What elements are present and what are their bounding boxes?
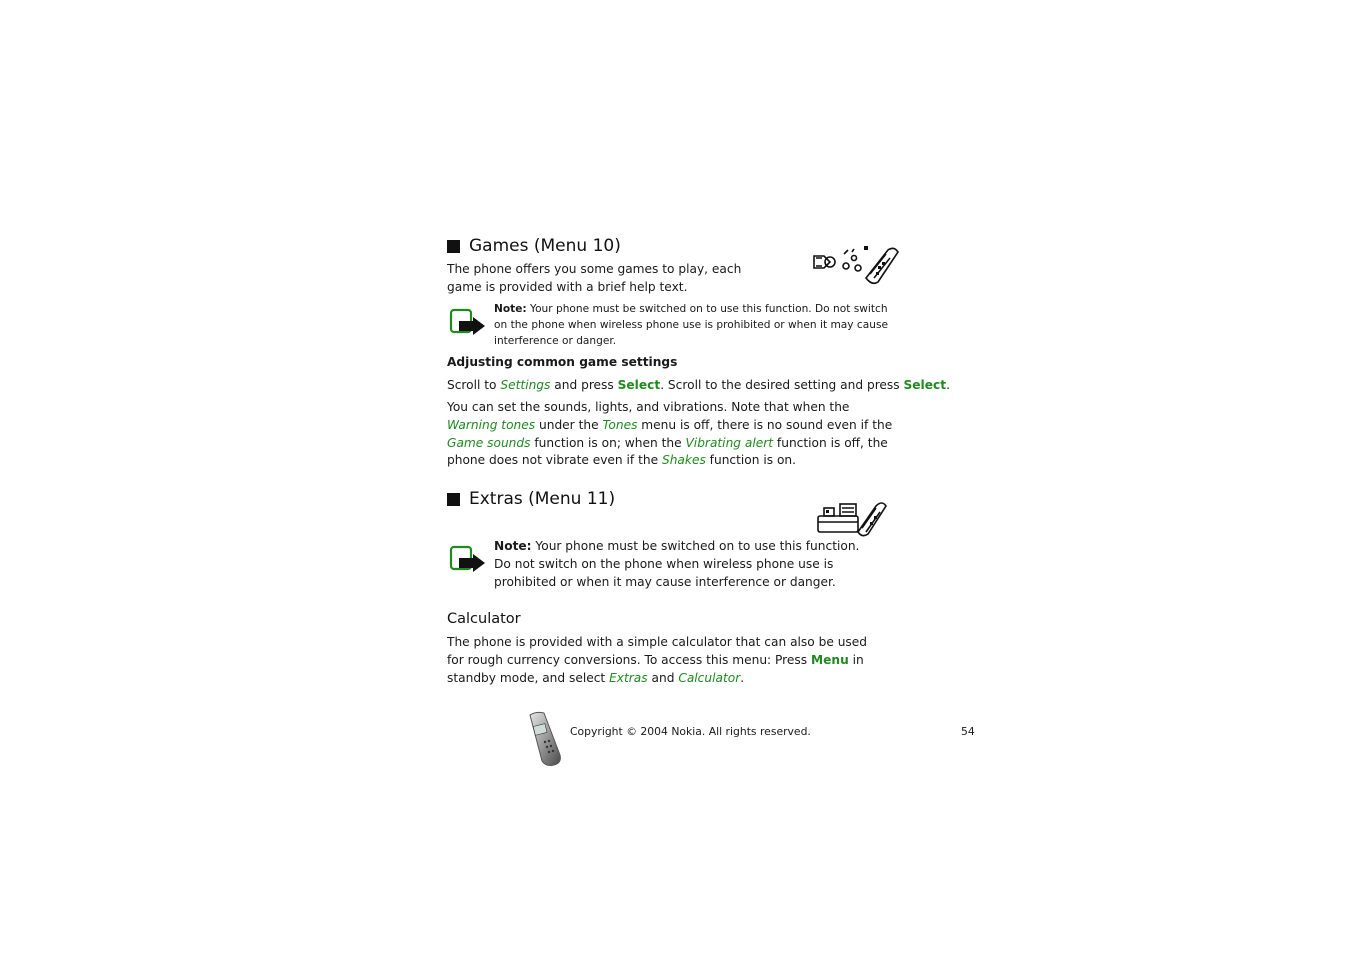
sounds-paragraph: You can set the sounds, lights, and vibrations. Note that when the Warning tones under the Tones menu is off, there is no sound even if the Game sounds function is on; when the Vibrating alert function is off, the phone does not vibrate even if the Shakes function is on. [447, 400, 893, 468]
note-text: Your phone must be switched on to use this function. Do not switch on the phone when wireless phone use is prohibited or when it may cause interference or danger. [494, 303, 888, 347]
note-icon [449, 308, 487, 336]
game-settings-subheading: Adjusting common game settings [447, 355, 678, 369]
select-key-term: Select [617, 378, 661, 392]
calculator-heading: Calculator [447, 611, 521, 627]
note-text: Your phone must be switched on to use this function. Do not switch on the phone when wireless phone use is prohibited or when it may cause interference or danger. [494, 539, 860, 589]
vibrating-alert-term: Vibrating alert [685, 435, 774, 450]
tones-term: Tones [602, 417, 638, 432]
games-note [494, 301, 904, 349]
calculator-paragraph: The phone is provided with a simple calculator that can also be used for rough currency conversions. To access this menu: Press Menu in standby mode, and select Extras and Calculator. [447, 635, 868, 685]
game-sounds-term: Game sounds [447, 435, 531, 450]
menu-key-term: Menu [811, 652, 849, 667]
note-label: Note: [494, 539, 532, 553]
note-label: Note: [494, 303, 527, 315]
page-number: 54 [961, 725, 975, 738]
copyright-text: Copyright © 2004 Nokia. All rights reserved. [570, 725, 811, 738]
warning-tones-term: Warning tones [447, 417, 536, 432]
extras-heading: Extras (Menu 11) [447, 489, 615, 509]
games-heading: Games (Menu 10) [447, 236, 621, 256]
games-intro: The phone offers you some games to play, each game is provided with a brief help text. [447, 262, 742, 294]
nokia-phone-logo [526, 711, 564, 767]
calculator-term: Calculator [678, 670, 741, 685]
heading-bullet-icon [447, 240, 460, 253]
select-key-term: Select [903, 378, 947, 392]
settings-term: Settings [500, 378, 551, 392]
extras-illustration [814, 498, 890, 540]
extras-term: Extras [609, 670, 648, 685]
note-icon [449, 545, 487, 573]
extras-note [494, 538, 864, 591]
settings-instructions: Scroll to Settings and press Select. Scroll to the desired setting and press Select. [447, 378, 950, 392]
heading-bullet-icon [447, 493, 460, 506]
shakes-term: Shakes [661, 453, 706, 468]
games-illustration [808, 244, 900, 288]
